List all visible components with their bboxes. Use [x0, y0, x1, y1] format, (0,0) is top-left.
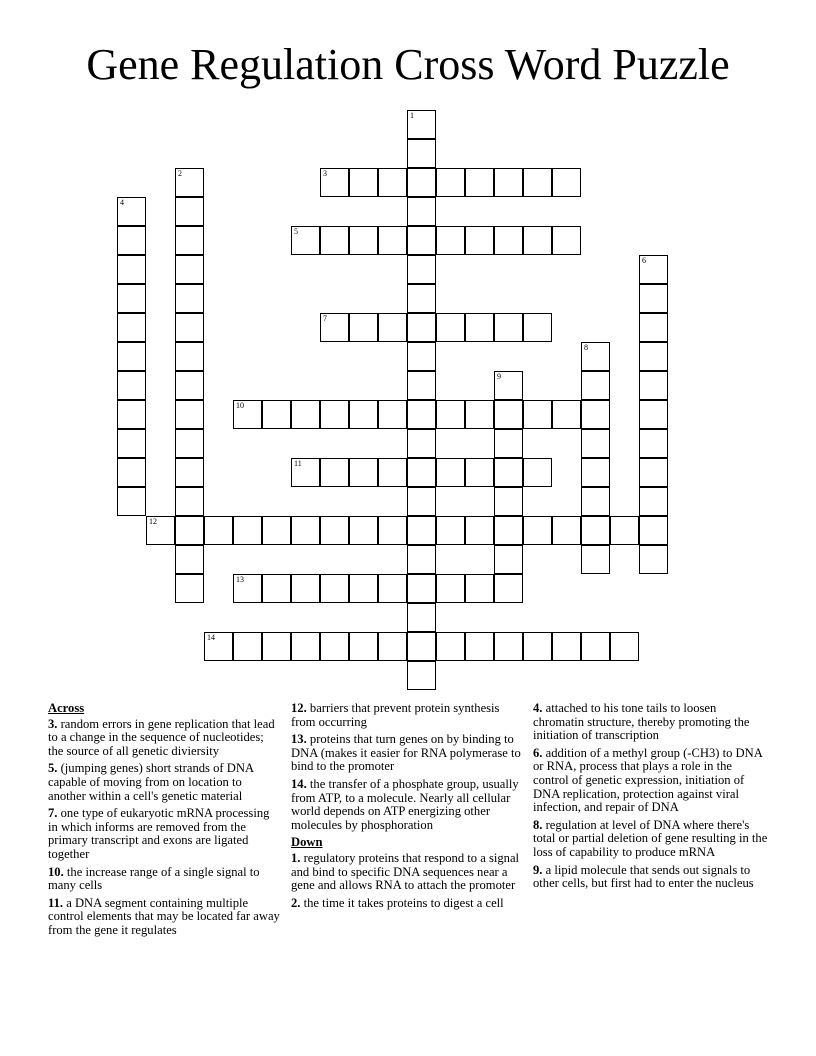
crossword-cell[interactable]: [581, 400, 610, 429]
clue-across-13: 13. proteins that turn genes on by binding to DNA (makes it easier for RNA polymerase to bind to the promoter: [291, 732, 521, 774]
crossword-cell[interactable]: [175, 371, 204, 400]
crossword-cell[interactable]: [581, 545, 610, 574]
clue-number: 4: [120, 198, 124, 207]
crossword-cell[interactable]: [552, 400, 581, 429]
clue-across-5: 5. (jumping genes) short strands of DNA capable of moving from on location to another within a cell's genetic material: [48, 761, 254, 803]
crossword-cell[interactable]: [146, 516, 175, 545]
crossword-cell[interactable]: [175, 458, 204, 487]
crossword-cell[interactable]: [291, 632, 320, 661]
crossword-cell[interactable]: [175, 255, 204, 284]
crossword-cell[interactable]: [378, 313, 407, 342]
crossword-cell[interactable]: [117, 371, 146, 400]
crossword-cell[interactable]: [117, 458, 146, 487]
crossword-cell[interactable]: [407, 574, 436, 603]
crossword-cell[interactable]: [407, 197, 436, 226]
crossword-cell[interactable]: [349, 168, 378, 197]
crossword-cell[interactable]: [552, 632, 581, 661]
crossword-cell[interactable]: [494, 168, 523, 197]
crossword-cell[interactable]: [465, 516, 494, 545]
crossword-cell[interactable]: [407, 603, 436, 632]
crossword-cell[interactable]: [117, 313, 146, 342]
crossword-cell[interactable]: [407, 313, 436, 342]
crossword-cell[interactable]: [494, 574, 523, 603]
crossword-cell[interactable]: [378, 632, 407, 661]
crossword-cell[interactable]: [494, 545, 523, 574]
crossword-cell[interactable]: [175, 545, 204, 574]
clue-down-8: 8. regulation at level of DNA where there's total or partial deletion of gene resulting in the loss of capability to produce mRNA: [533, 817, 768, 859]
clue-number: 14: [207, 633, 215, 642]
crossword-cell[interactable]: [320, 168, 349, 197]
crossword-cell[interactable]: [407, 139, 436, 168]
crossword-cell[interactable]: [552, 226, 581, 255]
crossword-cell[interactable]: [436, 632, 465, 661]
crossword-cell[interactable]: [639, 545, 668, 574]
crossword-cell[interactable]: [117, 197, 146, 226]
clue-across-3: 3. random errors in gene replication that lead to a change in the sequence of nucleotides; the source of all genetic diviersity: [48, 716, 275, 758]
crossword-cell[interactable]: [436, 168, 465, 197]
crossword-cell[interactable]: [349, 400, 378, 429]
crossword-cell[interactable]: [494, 371, 523, 400]
crossword-cell[interactable]: [320, 226, 349, 255]
crossword-cell[interactable]: [494, 429, 523, 458]
crossword-cell[interactable]: [407, 516, 436, 545]
crossword-cell[interactable]: [610, 632, 639, 661]
crossword-cell[interactable]: [175, 226, 204, 255]
crossword-cell[interactable]: [436, 574, 465, 603]
crossword-cell[interactable]: [639, 255, 668, 284]
crossword-cell[interactable]: [523, 516, 552, 545]
crossword-cell[interactable]: [610, 516, 639, 545]
clue-number: 1: [410, 111, 414, 120]
clue-down-6: 6. addition of a methyl group (-CH3) to DNA or RNA, process that plays a role in the control of genetic expression, initiation of DNA replication, protection against viral infection, and repair of DNA: [533, 745, 763, 815]
clues-column-2: [291, 702, 527, 914]
crossword-cell[interactable]: [175, 400, 204, 429]
crossword-cell[interactable]: [407, 429, 436, 458]
crossword-cell[interactable]: [175, 516, 204, 545]
crossword-cell[interactable]: [175, 313, 204, 342]
crossword-cell[interactable]: [581, 632, 610, 661]
crossword-cell[interactable]: [320, 574, 349, 603]
clue-number: 8: [584, 343, 588, 352]
crossword-cell[interactable]: [349, 632, 378, 661]
crossword-cell[interactable]: [378, 458, 407, 487]
crossword-cell[interactable]: [523, 458, 552, 487]
crossword-cell[interactable]: [117, 342, 146, 371]
crossword-cell[interactable]: [494, 516, 523, 545]
crossword-cell[interactable]: [233, 632, 262, 661]
clue-across-12: 12. barriers that prevent protein synthesis from occurring: [291, 701, 500, 729]
crossword-cell[interactable]: [291, 400, 320, 429]
crossword-cell[interactable]: [494, 313, 523, 342]
crossword-cell[interactable]: [436, 516, 465, 545]
clue-number: 9: [497, 372, 501, 381]
crossword-cell[interactable]: [117, 429, 146, 458]
crossword-cell[interactable]: [407, 632, 436, 661]
clue-number: 11: [294, 459, 302, 468]
crossword-cell[interactable]: [291, 226, 320, 255]
clue-across-10: 10. the increase range of a single signal to many cells: [48, 864, 260, 893]
crossword-cell[interactable]: [407, 371, 436, 400]
crossword-cell[interactable]: [494, 226, 523, 255]
crossword-cell[interactable]: [291, 516, 320, 545]
clue-number: 2: [178, 169, 182, 178]
crossword-cell[interactable]: [175, 487, 204, 516]
crossword-cell[interactable]: [349, 313, 378, 342]
crossword-cell[interactable]: [175, 168, 204, 197]
crossword-cell[interactable]: [233, 516, 262, 545]
crossword-cell[interactable]: [204, 632, 233, 661]
crossword-cell[interactable]: [320, 516, 349, 545]
clue-number: 13: [236, 575, 244, 584]
crossword-cell[interactable]: [465, 458, 494, 487]
clues-column-3: [533, 702, 769, 895]
crossword-cell[interactable]: [175, 197, 204, 226]
crossword-cell[interactable]: [552, 516, 581, 545]
crossword-cell[interactable]: [581, 516, 610, 545]
crossword-cell[interactable]: [117, 226, 146, 255]
crossword-cell[interactable]: [407, 284, 436, 313]
crossword-cell[interactable]: [378, 400, 407, 429]
crossword-cell[interactable]: [581, 487, 610, 516]
crossword-cell[interactable]: [175, 429, 204, 458]
crossword-cell[interactable]: [523, 313, 552, 342]
crossword-cell[interactable]: [465, 400, 494, 429]
down-heading: Down: [291, 835, 323, 850]
crossword-cell[interactable]: [581, 458, 610, 487]
crossword-cell[interactable]: [262, 632, 291, 661]
crossword-cell[interactable]: [465, 226, 494, 255]
crossword-cell[interactable]: [320, 313, 349, 342]
crossword-cell[interactable]: [233, 400, 262, 429]
crossword-cell[interactable]: [117, 284, 146, 313]
crossword-cell[interactable]: [639, 429, 668, 458]
crossword-cell[interactable]: [262, 400, 291, 429]
crossword-cell[interactable]: [204, 516, 233, 545]
crossword-cell[interactable]: [407, 110, 436, 139]
crossword-cell[interactable]: [320, 458, 349, 487]
crossword-cell[interactable]: [291, 574, 320, 603]
crossword-cell[interactable]: [320, 400, 349, 429]
crossword-cell[interactable]: [436, 400, 465, 429]
crossword-cell[interactable]: [436, 313, 465, 342]
crossword-cell[interactable]: [639, 487, 668, 516]
crossword-cell[interactable]: [349, 226, 378, 255]
page-title: Gene Regulation Cross Word Puzzle: [86, 40, 730, 89]
crossword-cell[interactable]: [552, 168, 581, 197]
crossword-cell[interactable]: [494, 400, 523, 429]
crossword-cell[interactable]: [639, 516, 668, 545]
crossword-cell[interactable]: [117, 255, 146, 284]
crossword-cell[interactable]: [465, 313, 494, 342]
crossword-cell[interactable]: [175, 574, 204, 603]
crossword-cell[interactable]: [378, 516, 407, 545]
crossword-cell[interactable]: [175, 342, 204, 371]
clue-number: 10: [236, 401, 244, 410]
crossword-cell[interactable]: [465, 632, 494, 661]
crossword-cell[interactable]: [407, 226, 436, 255]
crossword-cell[interactable]: [378, 574, 407, 603]
clue-down-2: 2. the time it takes proteins to digest a cell: [291, 895, 504, 910]
clue-number: 6: [642, 256, 646, 265]
crossword-cell[interactable]: [465, 574, 494, 603]
crossword-cell[interactable]: [523, 226, 552, 255]
crossword-cell[interactable]: [639, 313, 668, 342]
crossword-cell[interactable]: [436, 458, 465, 487]
clue-number: 3: [323, 169, 327, 178]
clue-across-14: 14. the transfer of a phosphate group, usually from ATP, to a molecule. Nearly all cellular world depends on ATP energizing other molecules by phosphoration: [291, 776, 519, 832]
clues-column-1: [48, 702, 282, 942]
crossword-cell[interactable]: [407, 168, 436, 197]
crossword-cell[interactable]: [378, 226, 407, 255]
crossword-cell[interactable]: [639, 371, 668, 400]
clue-across-11: 11. a DNA segment containing multiple control elements that may be located far away from the gene it regulates: [48, 895, 280, 937]
across-heading: Across: [48, 701, 85, 715]
crossword-cell[interactable]: [262, 516, 291, 545]
crossword-cell[interactable]: [349, 458, 378, 487]
crossword-cell[interactable]: [407, 342, 436, 371]
crossword-cell[interactable]: [175, 284, 204, 313]
clue-down-4: 4. attached to his tone tails to loosen chromatin structure, thereby promoting the initiation of transcription: [533, 701, 750, 743]
crossword-cell[interactable]: [581, 371, 610, 400]
crossword-cell[interactable]: [581, 342, 610, 371]
crossword-cell[interactable]: [465, 168, 494, 197]
crossword-cell[interactable]: [494, 632, 523, 661]
clue-number: 12: [149, 517, 157, 526]
crossword-cell[interactable]: [407, 487, 436, 516]
crossword-cell[interactable]: [639, 400, 668, 429]
crossword-cell[interactable]: [233, 574, 262, 603]
crossword-cell[interactable]: [494, 487, 523, 516]
crossword-cell[interactable]: [407, 255, 436, 284]
crossword-cell[interactable]: [494, 458, 523, 487]
crossword-cell[interactable]: [523, 168, 552, 197]
crossword-cell[interactable]: [378, 168, 407, 197]
crossword-cell[interactable]: [639, 342, 668, 371]
crossword-cell[interactable]: [117, 487, 146, 516]
crossword-cell[interactable]: [436, 226, 465, 255]
crossword-cell[interactable]: [262, 574, 291, 603]
crossword-cell[interactable]: [117, 400, 146, 429]
clue-number: 5: [294, 227, 298, 236]
clue-down-9: 9. a lipid molecule that sends out signals to other cells, but first had to enter the nucleus: [533, 862, 754, 891]
crossword-cell[interactable]: [349, 516, 378, 545]
crossword-cell[interactable]: [523, 400, 552, 429]
crossword-cell[interactable]: [407, 545, 436, 574]
crossword-cell[interactable]: [581, 429, 610, 458]
crossword-cell[interactable]: [407, 400, 436, 429]
crossword-cell[interactable]: [349, 574, 378, 603]
crossword-cell[interactable]: [407, 458, 436, 487]
crossword-cell[interactable]: [523, 632, 552, 661]
crossword-cell[interactable]: [291, 458, 320, 487]
clue-down-1: 1. regulatory proteins that respond to a signal and bind to specific DNA sequences near a gene and allows RNA to attach the promoter: [291, 850, 520, 893]
crossword-cell[interactable]: [639, 284, 668, 313]
crossword-cell[interactable]: [320, 632, 349, 661]
clue-across-7: 7. one type of eukaryotic mRNA processing in which informs are removed from the primary transcript and exons are ligated together: [48, 806, 270, 861]
crossword-cell[interactable]: [407, 661, 436, 690]
clue-number: 7: [323, 314, 327, 323]
crossword-cell[interactable]: [639, 458, 668, 487]
